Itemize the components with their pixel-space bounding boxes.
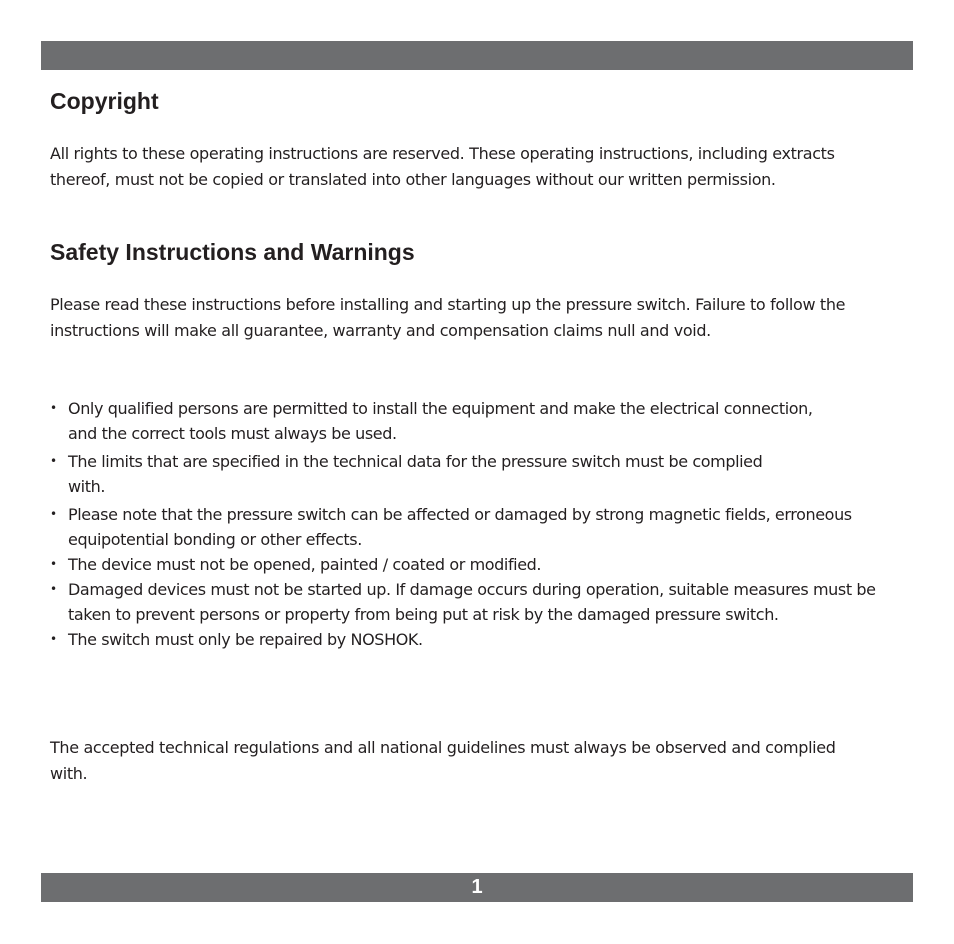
header-bar xyxy=(41,41,913,70)
list-item-text: The limits that are specified in the technical data for the pressure switch must be complied with. xyxy=(68,452,763,496)
bullet-icon: • xyxy=(50,632,57,646)
copyright-heading: Copyright xyxy=(50,88,159,114)
safety-heading: Safety Instructions and Warnings xyxy=(50,239,415,265)
list-item-text: Only qualified persons are permitted to install the equipment and make the electrical connection, and the correct tools must always be used. xyxy=(68,399,813,443)
bullet-icon: • xyxy=(50,582,57,596)
list-item xyxy=(50,552,900,577)
bullet-icon: • xyxy=(50,507,57,521)
list-item xyxy=(50,449,900,499)
list-item xyxy=(50,577,900,627)
footer-bar xyxy=(41,873,913,902)
list-item-text: Damaged devices must not be started up. If damage occurs during operation, suitable measures must be taken to prevent persons or property from being put at risk by the damaged pressure switch. xyxy=(68,580,876,624)
safety-warnings-list xyxy=(50,396,900,652)
list-item-text: The switch must only be repaired by NOSHOK. xyxy=(68,630,423,649)
closing-text: The accepted technical regulations and all national guidelines must always be observed and complied with. xyxy=(50,738,836,783)
list-item-text: Please note that the pressure switch can be affected or damaged by strong magnetic fields, erroneous equipotential bonding or other effects. xyxy=(68,505,852,549)
list-item xyxy=(50,502,900,552)
list-item-text: The device must not be opened, painted / coated or modified. xyxy=(68,555,542,574)
bullet-icon: • xyxy=(50,454,57,468)
bullet-icon: • xyxy=(50,401,57,415)
page-number: 1 xyxy=(471,876,483,898)
copyright-text: All rights to these operating instructions are reserved. These operating instructions, including extracts thereof, must not be copied or translated into other languages without our written permission. xyxy=(50,144,835,189)
safety-intro-text: Please read these instructions before installing and starting up the pressure switch. Failure to follow the instructions will make all guarantee, warranty and compensation claims null and void. xyxy=(50,295,846,340)
list-item xyxy=(50,396,900,446)
bullet-icon: • xyxy=(50,557,57,571)
list-item xyxy=(50,627,900,652)
